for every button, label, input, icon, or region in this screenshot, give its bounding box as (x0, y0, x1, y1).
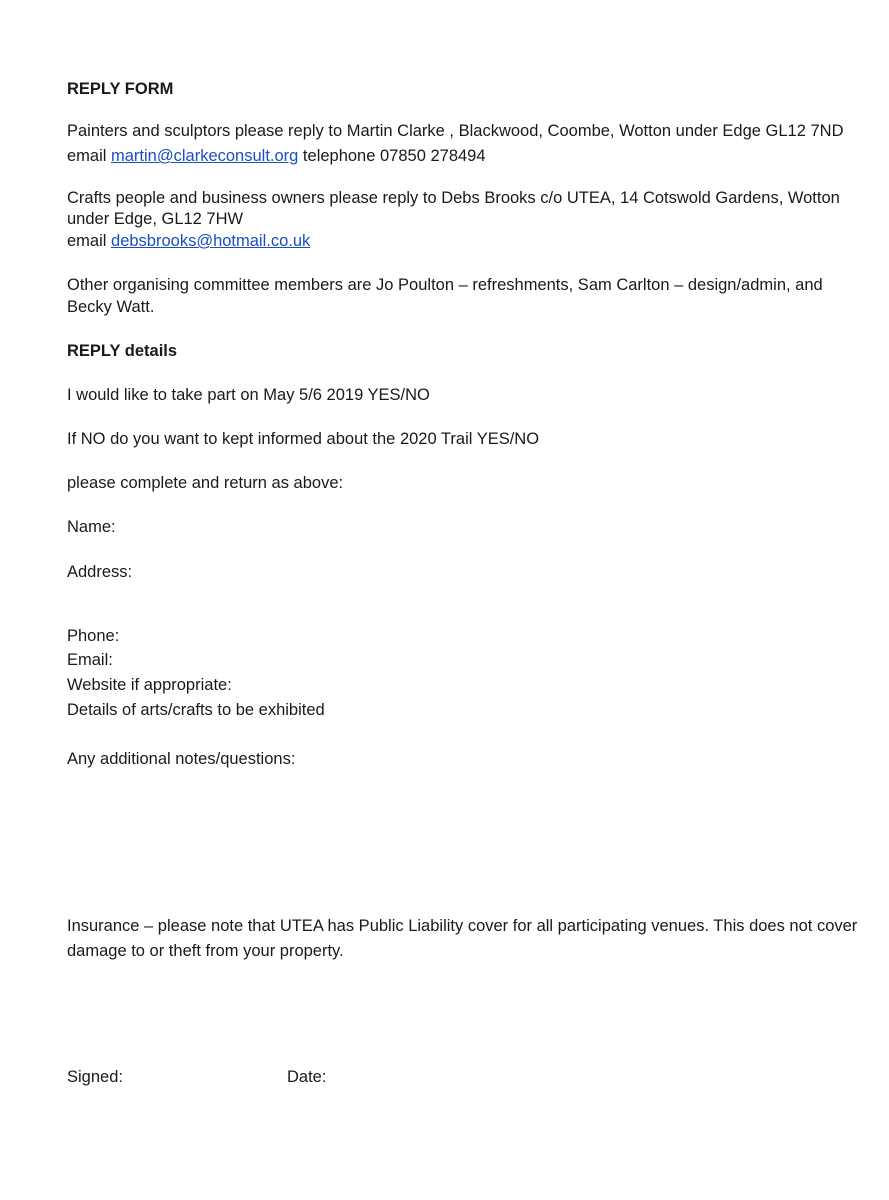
painters-reply-line: Painters and sculptors please reply to Martin Clarke , Blackwood, Coombe, Wotton under Edge GL12 7ND (67, 122, 844, 140)
committee-line-1: Other organising committee members are Jo Poulton – refreshments, Sam Carlton – design/admin, and (67, 276, 823, 294)
date-label: Date: (287, 1068, 327, 1086)
name-field-label: Name: (67, 518, 116, 536)
crafts-reply-line-1: Crafts people and business owners please reply to Debs Brooks c/o UTEA, 14 Cotswold Gardens, Wotton (67, 189, 840, 207)
painters-phone: telephone 07850 278494 (298, 147, 486, 165)
take-part-question: I would like to take part on May 5/6 2019 YES/NO (67, 386, 430, 404)
painters-email-prefix: email (67, 147, 112, 165)
email-field-label: Email: (67, 651, 113, 669)
address-field-label: Address: (67, 563, 133, 581)
signed-label: Signed: (67, 1068, 123, 1086)
reply-details-heading: REPLY details (67, 342, 178, 360)
painters-contact-line (67, 145, 486, 167)
notes-field-label: Any additional notes/questions: (67, 750, 296, 768)
crafts-contact-line (67, 230, 310, 252)
insurance-line-2: damage to or theft from your property. (67, 942, 344, 960)
committee-line-2: Becky Watt. (67, 298, 155, 316)
crafts-email-prefix: email (67, 232, 112, 250)
website-field-label: Website if appropriate: (67, 676, 232, 694)
painters-email-link[interactable]: martin@clarkeconsult.org (111, 147, 299, 165)
complete-return-instruction: please complete and return as above: (67, 474, 344, 492)
details-field-label: Details of arts/crafts to be exhibited (67, 701, 325, 719)
phone-field-label: Phone: (67, 627, 120, 645)
kept-informed-question: If NO do you want to kept informed about the 2020 Trail YES/NO (67, 430, 540, 448)
crafts-email-link[interactable]: debsbrooks@hotmail.co.uk (111, 232, 311, 250)
crafts-reply-line-2: under Edge, GL12 7HW (67, 210, 244, 228)
insurance-line-1: Insurance – please note that UTEA has Public Liability cover for all participating venues. This does not cover (67, 917, 858, 935)
page-title: REPLY FORM (67, 80, 174, 98)
